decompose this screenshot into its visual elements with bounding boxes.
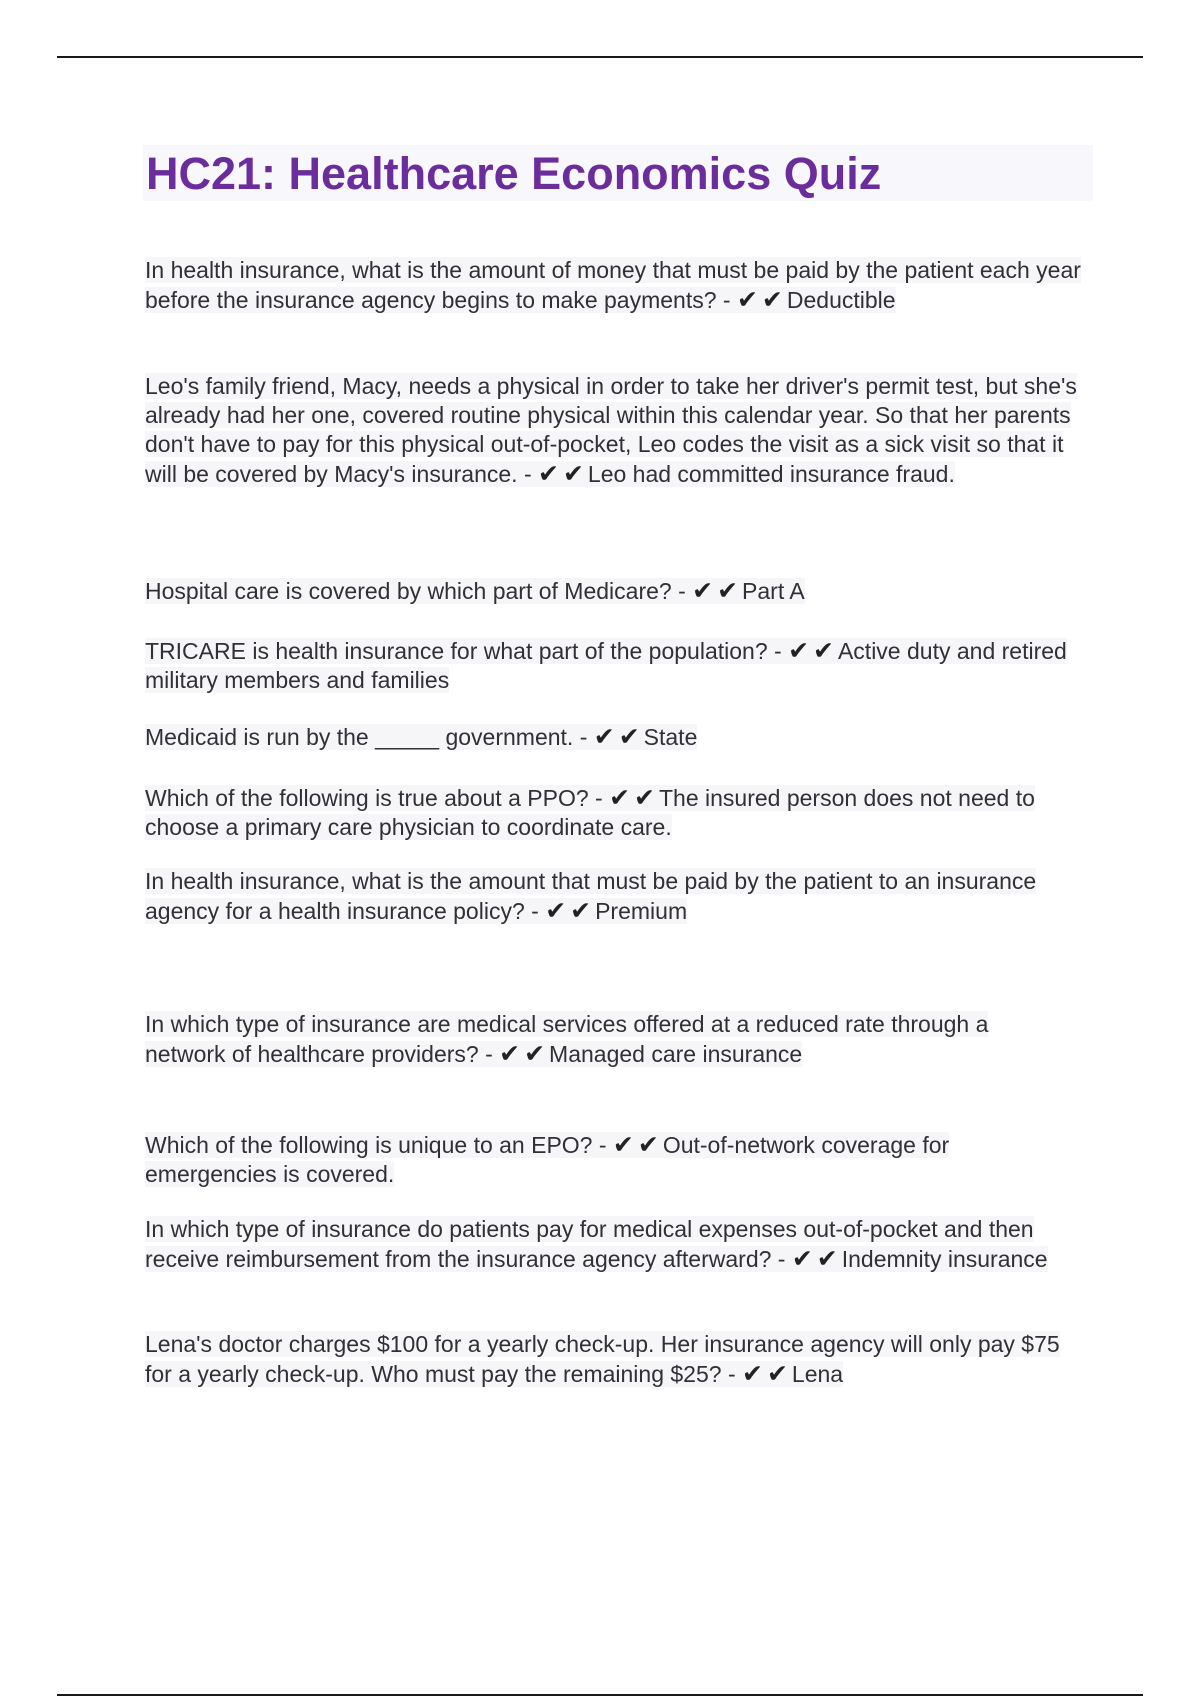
question-text: Which of the following is true about a PPO? - <box>145 785 610 811</box>
answer-text: Part A <box>742 578 805 604</box>
answer-text: Lena <box>791 1361 844 1387</box>
answer-text: Managed care insurance <box>549 1041 803 1067</box>
question-text: Hospital care is covered by which part of Medicare? - <box>145 578 693 604</box>
answer-text: The insured person does not need to choose a primary care physician to coordinate care. <box>145 785 1035 840</box>
qa-item-4 <box>145 636 1080 695</box>
question-text: Which of the following is unique to an EPO? - <box>145 1132 613 1158</box>
answer-text: State <box>643 724 698 750</box>
check-mark-icon: ✔ <box>618 722 640 751</box>
question-text: In which type of insurance do patients pay for medical expenses out-of-pocket and then receive reimbursement from the insurance agency afterward? - <box>145 1216 1034 1272</box>
check-mark-icon: ✔ <box>813 636 834 665</box>
qa-item-11 <box>145 1330 1090 1389</box>
answer-text: Indemnity insurance <box>841 1246 1048 1272</box>
top-rule <box>57 56 1143 58</box>
answer-text: Active duty and retired military members and families <box>145 638 1067 693</box>
question-text: In which type of insurance are medical services offered at a reduced rate through a network of healthcare providers? - <box>145 1011 989 1067</box>
page-title: HC21: Healthcare Economics Quiz <box>146 148 882 199</box>
bottom-rule <box>57 1694 1143 1696</box>
answer-text: Premium <box>595 898 688 924</box>
qa-item-7 <box>145 867 1105 926</box>
check-mark-icon: ✔ <box>742 1359 763 1388</box>
check-mark-icon: ✔ <box>791 1244 813 1273</box>
check-mark-icon: ✔ <box>692 576 714 605</box>
qa-item-3 <box>145 576 1095 606</box>
check-mark-icon: ✔ <box>524 1039 546 1068</box>
qa-item-2 <box>145 372 1080 489</box>
question-text: Leo's family friend, Macy, needs a physical in order to take her driver's permit test, but she's already had her one, covered routine physical within this calendar year. So that her parents don't have to pay for this physical out-of-pocket, Leo codes the visit as a sick visit so that it will be covered by Macy's insurance. - <box>145 373 1077 487</box>
check-mark-icon: ✔ <box>570 896 592 925</box>
check-mark-icon: ✔ <box>562 459 584 488</box>
question-text: TRICARE is health insurance for what part of the population? - <box>145 638 789 664</box>
check-mark-icon: ✔ <box>717 576 739 605</box>
answer-text: Leo had committed insurance fraud. <box>587 461 955 487</box>
check-mark-icon: ✔ <box>538 459 559 488</box>
check-mark-icon: ✔ <box>788 636 810 665</box>
question-text: In health insurance, what is the amount that must be paid by the patient to an insurance agency for a health insurance policy? - <box>145 868 1037 924</box>
question-text: Lena's doctor charges $100 for a yearly check-up. Her insurance agency will only pay $75 for a yearly check-up. Who must pay the remaining $25? - <box>145 1331 1060 1387</box>
check-mark-icon: ✔ <box>545 896 567 925</box>
check-mark-icon: ✔ <box>761 285 783 314</box>
answer-text: Out-of-network coverage for emergencies is covered. <box>145 1132 950 1187</box>
check-mark-icon: ✔ <box>736 285 758 314</box>
check-mark-icon: ✔ <box>609 783 631 812</box>
qa-item-9 <box>145 1130 1065 1189</box>
qa-item-5 <box>145 722 1095 752</box>
check-mark-icon: ✔ <box>637 1130 659 1159</box>
qa-item-6 <box>145 783 1090 842</box>
check-mark-icon: ✔ <box>634 783 655 812</box>
answer-text: Deductible <box>786 287 896 313</box>
question-text: Medicaid is run by the _____ government. - <box>145 724 594 750</box>
check-mark-icon: ✔ <box>766 1359 788 1388</box>
check-mark-icon: ✔ <box>593 722 615 751</box>
question-text: In health insurance, what is the amount of money that must be paid by the patient each year before the insurance agency begins to make payments? - <box>145 257 1081 313</box>
check-mark-icon: ✔ <box>499 1039 521 1068</box>
qa-item-1 <box>145 256 1085 315</box>
qa-item-10 <box>145 1215 1105 1274</box>
qa-item-8 <box>145 1010 1065 1069</box>
check-mark-icon: ✔ <box>612 1130 634 1159</box>
check-mark-icon: ✔ <box>816 1244 838 1273</box>
